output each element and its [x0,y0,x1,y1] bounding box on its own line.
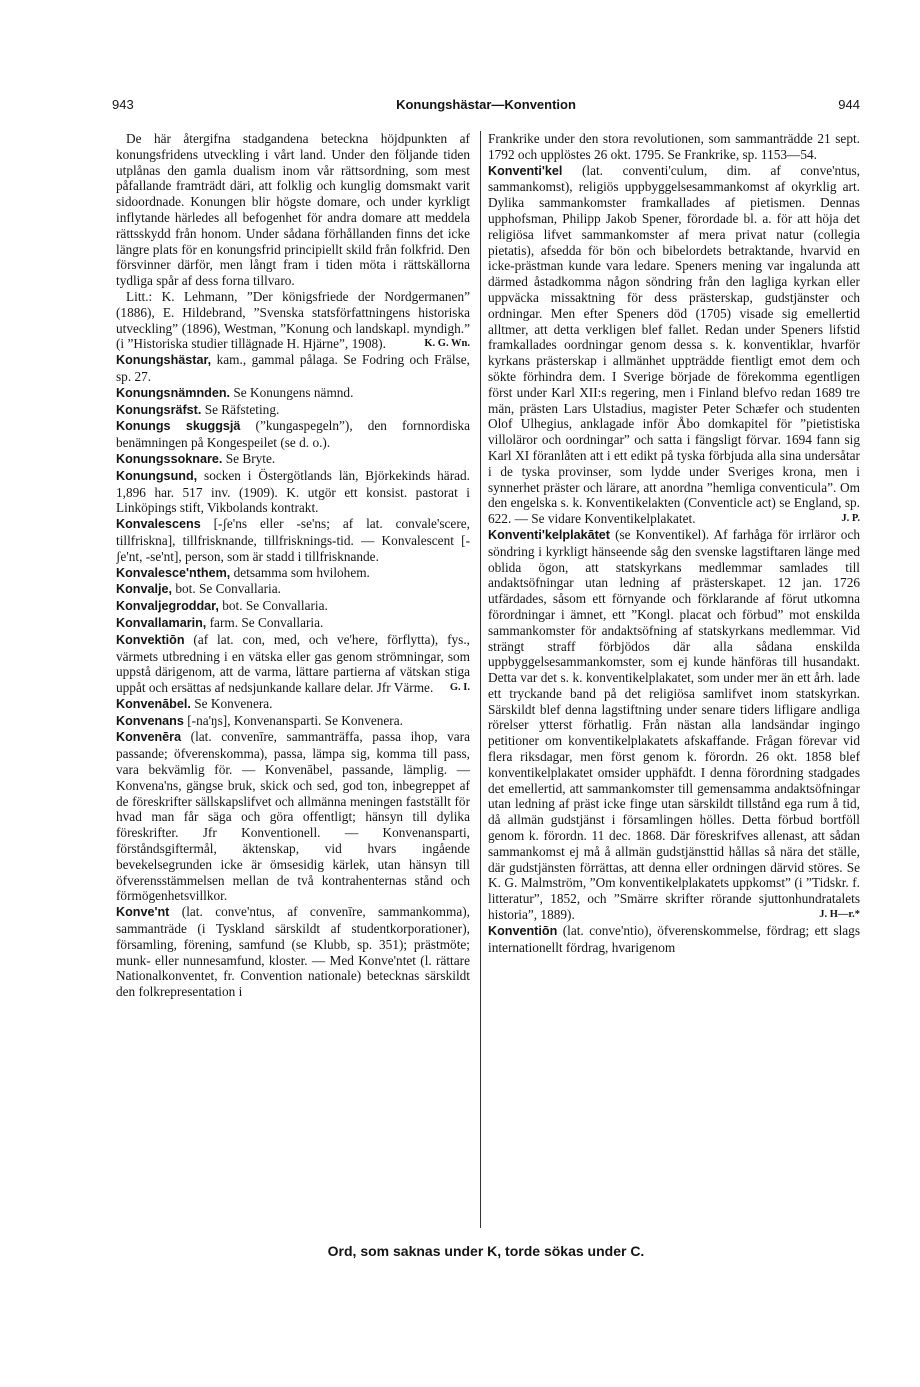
headword: Konvaljegroddar, [116,599,219,614]
headword: Konvalescens [116,517,201,532]
entry-konungshastar [116,352,470,385]
headword: Konventi'kel [488,163,563,178]
headword: Konvenans [116,713,184,728]
paragraph-konungsfrid: De här återgifna stadgandena beteckna höjdpunkten af konungsfridens utveckling i vårt land. Under den följande tiden utplånas den gamla dualism inom vår rättsordning, som mest påfallande framträdt däri, att folklig och kunglig domsmakt varit sidoordnade. Konungen blir högste domare, och under kyrkligt inflytande härledes all befogenhet för andra domare att meddela rättsskydd från honom. Under sådana förhållanden finns det icke längre plats för en konungsfrid principiellt skild från folkfrid. Den försvinner därför, men långt fram i tiden möta i rättskällorna tydliga spår af dess forna tillvaro. [116,131,470,289]
page-number-left: 943 [112,97,134,112]
right-column [488,131,860,1231]
headword: Konungsräfst. [116,402,202,417]
entry-konvent-continued: Frankrike under den stora revolutionen, som sammanträdde 21 sept. 1792 och upplöstes 26 okt. 1795. Se Frankrike, sp. 1153—54. [488,131,860,162]
entry-text: (se Konventikel). Af farhåga för irrläror och söndring i kyrkligt hänseende såg den svenske lagstiftaren länge med oblida ögon, att statskyrkans medlemmar samlades till andaktsöfningar utan ledning af prästerskapet. 12 jan. 1726 utfärdades, såsom ett förnyande och förklarande af förut utkomna förordningar i ämnet, ett ”Kongl. placat och förbud” mot enskilda sammankomster för andaktsöfning af statskyrkans medlemmar. Vid strängt straff förbjödos där alla sådana enskilda uppbyggelsesammankomster, som ej kunde hänföras till husandakt. Detta var det s. k. konventikelplakatet, som under mer än ett årh. lade ett tryckande band på det religiösa samlifvet inom statskyrkan. Särskildt blef denna lagstiftning under senare tiders lifligare andliga rörelser ytterst förhatlig. Från nästan alla landsändar ingingo petitioner om konventikelplakatets afskaffande. Frågan förevar vid flera riksdagar, men först genom k. förordn. 26 okt. 1858 blef konventikelplakatet omsider upphäfdt. I denna förordning stadgades det emellertid, att sammankomster till gemensamma andaktsöfningar utan ledning af präst icke finge utan särskildt tillstånd ega rum å tid, då allmän gudstjänst i församlingen hölles. Detta förbud bortföll genom k. förordn. 11 dec. 1868. Där föreskrifves allenast, att sådan sammankomst ej må å allmän gudstjänsttid hållas så nära det ställe, där gudstjänsten förrättas, att denna eller ordningen därvid störes. Se K. G. Malmström, ”Om konventikelplakatets uppkomst” (i ”Tidskr. f. litteratur”, 1852, och ”Smärre skrifter rörande sjuttonhundratalets historia”, 1889). [488,526,860,923]
entry-konvenabel [116,696,470,713]
headword: Konvalesce'nthem, [116,565,231,580]
entry-text: [-ʃe'ns eller -se'ns; af lat. convale'scere, tillfriskna], tillfrisknande, tillfrisknings-tid. — Konvalescent [-ʃe'nt, -se'nt], person, som är stadd i tillfrisknande. [116,516,470,564]
headword: Konvalje, [116,582,172,597]
entry-text: (lat. conve'ntio), öfverenskommelse, fördrag; ett slags internationellt fördrag, hvarigenom [488,922,860,955]
headword: Konungshästar, [116,353,212,368]
entry-text: bot. Se Convallaria. [222,598,328,614]
headword: Konvenābel. [116,696,191,711]
page-header [112,97,860,117]
entry-konungsrafst [116,402,470,419]
entry-text: (lat. convenīre, sammanträffa, passa ihop, vara passande; öfverenskomma), passa, lämpa sig, komma till pass, vara bekvämlig för. — Konvenābel, passande, lämplig. — Konvena'ns, gängse bruk, skick och sed, god ton, inbegreppet af de föreskrifter sällskapslifvet och allmänna meningen fastställt för hvad man får säga och göra offentligt; hänsyn till dylika föreskrifter. Jfr Konventionell. — Konvenansparti, förståndsgiftermål, äktenskap, vid hvars ingående bevekelsegrunden icke är ömsesidig kärlek, utan hänsyn till öfverensstämmelsen mellan de två kontrahenternas stånd och förmögenhetsvillkor. [116,729,470,904]
column-divider [480,131,481,1228]
page-number-right: 944 [838,97,860,112]
entry-konungsund [116,468,470,516]
entry-konventikelplakatet [488,527,860,923]
literature-note [116,289,470,352]
headword: Konungsnämnden. [116,385,231,400]
headword: Konungsund, [116,468,198,483]
entry-text: socken i Östergötlands län, Björkekinds härad. 1,896 har. 517 inv. (1909). K. utgör ett konsist. pastorat i Linköpings stift, Vikbolands kontrakt. [116,467,470,516]
entry-konventikel [488,163,860,527]
headword: Konventiōn [488,923,558,938]
entry-text: Se Konungens nämnd. [233,384,354,400]
headword: Konvektiōn [116,632,185,647]
author-signature: J. H—r.* [819,909,860,921]
entry-konvent [116,904,470,1000]
entry-text: farm. Se Convallaria. [209,614,324,630]
headword: Konvallamarin, [116,615,207,630]
entry-konvention [488,923,860,956]
entry-text: (lat. conventi'culum, dim. af conve'ntus, sammankomst), religiös uppbyggelsesammankomst af okyrklig art. Dylika sammankomster framkallades af pietismen. Dennas upphofsman, Philipp Jakob Spener, förordade bl. a. för att höja det religiösa lifvet sammankomster af mera privat natur (collegia pietatis), afsedda för bön och bibelordets betraktande, hvarvid en icke-prästman kunde vara ledare. Speners mening var ingalunda att därmed åstadkomma någon söndring från den lagliga kyrkan eller uppväcka missaktning för dess prästerskap, gudstjänster och ordningar. Men efter Speners död (1705) visade sig emellertid alltmer, att detta verkligen blef fallet. Redan under Speners lifstid framkallades oordningar genom dessa s. k. konventiklar, hvarför kyrkans prästerskap i allmänhet uppträdde fientligt emot dem och sökte förhindra dem. I Sverige började de förekomma egentligen först under Karl XII:s regering, men i Finland blefvo redan 1689 tre män, prästen Lars Ulstadius, magister Peter Schæfer och studenten Olof Ulhegius, anklagade inför Åbo domkapitel för ”pietistiska villoläror och oordningar” och satta i fängsligt förvar. 1694 fann sig Karl XI föranlåten att i ett edikt på tyska förbjuda alla sina undersåtar i de tyska provinser, som lydde under Sveriges krona, men i synnerhet präster och lärare, att anordna ”hemliga conventicula”. Om den engelska s. k. Konventikelakten (Conventicle act) se England, sp. 622. — Se vidare Konventikelplakatet. [488,162,860,527]
headword: Konventi'kelplakātet [488,527,610,542]
entry-text: detsamma som hvilohem. [233,564,370,580]
headword: Konvenēra [116,730,182,745]
page-footer-note: Ord, som saknas under K, torde sökas under C. [327,1243,645,1259]
entry-konvallamarin [116,615,470,632]
headword: Konungssoknare. [116,451,223,466]
entry-text: kam., gammal pålaga. Se Fodring och Frälse, sp. 27. [116,352,470,384]
left-column [116,131,470,1231]
author-signature: J. P. [841,513,860,525]
entry-text: bot. Se Convallaria. [175,581,281,597]
entry-text: Se Konvenera. [194,695,273,711]
entry-text: (lat. conve'ntus, af convenīre, sammankomma), sammanträde (i Tyskland särskildt af studentkorporationer), församling, förening, samfund (se Klubb, sp. 351); prästmöte; munk- eller nunnesamfund, kloster. — Med Konve'ntet (l. rättare Nationalkonventet, fr. Convention nationale) betecknas särskildt den folkrepresentation i [116,904,470,1000]
entry-konvektion [116,632,470,696]
entry-text: Se Räfsteting. [204,401,280,417]
entry-konungssoknare [116,451,470,468]
entry-konvalje [116,581,470,598]
entry-konvaljegroddar [116,598,470,615]
entry-text: (”kungaspegeln”), den fornnordiska benämningen på Kongespeilet (se d. o.). [116,418,470,451]
literature-text: Litt.: K. Lehmann, ”Der königsfriede der Nordgermanen” (1886), E. Hildebrand, ”Svenska statsförfattningens historiska utveckling” (1896), Westman, ”Konung och landskapl. myndigh.” (i ”Historiska studier tillägnade H. Hjärne”, 1908). [116,288,470,352]
entry-text: (af lat. con, med, och ve'here, förflytta), fys., värmets utbredning i en vätska eller gas genom strömningar, som uppstå därigenom, att de varma, lättare partierna af vätskan stiga uppåt och ersättas af nedsjunkande kallare delar. Jfr Värme. [116,631,470,696]
entry-konungsnamnden [116,385,470,402]
entry-text: [-na'ŋs], Konvenansparti. Se Konvenera. [187,712,403,728]
entry-konvalescens [116,516,470,564]
headword: Konungs skuggsjä [116,419,241,434]
headword: Konve'nt [116,905,170,920]
author-signature: K. G. Wn. [424,338,470,350]
entry-konvenans [116,713,470,730]
entry-text: Se Bryte. [225,450,276,466]
author-signature: G. I. [449,682,470,694]
running-title: Konungshästar—Konvention [396,97,576,112]
entry-konvalescenthem [116,565,470,582]
entry-konvenera [116,729,470,904]
entry-konungs-skuggsja [116,418,470,451]
